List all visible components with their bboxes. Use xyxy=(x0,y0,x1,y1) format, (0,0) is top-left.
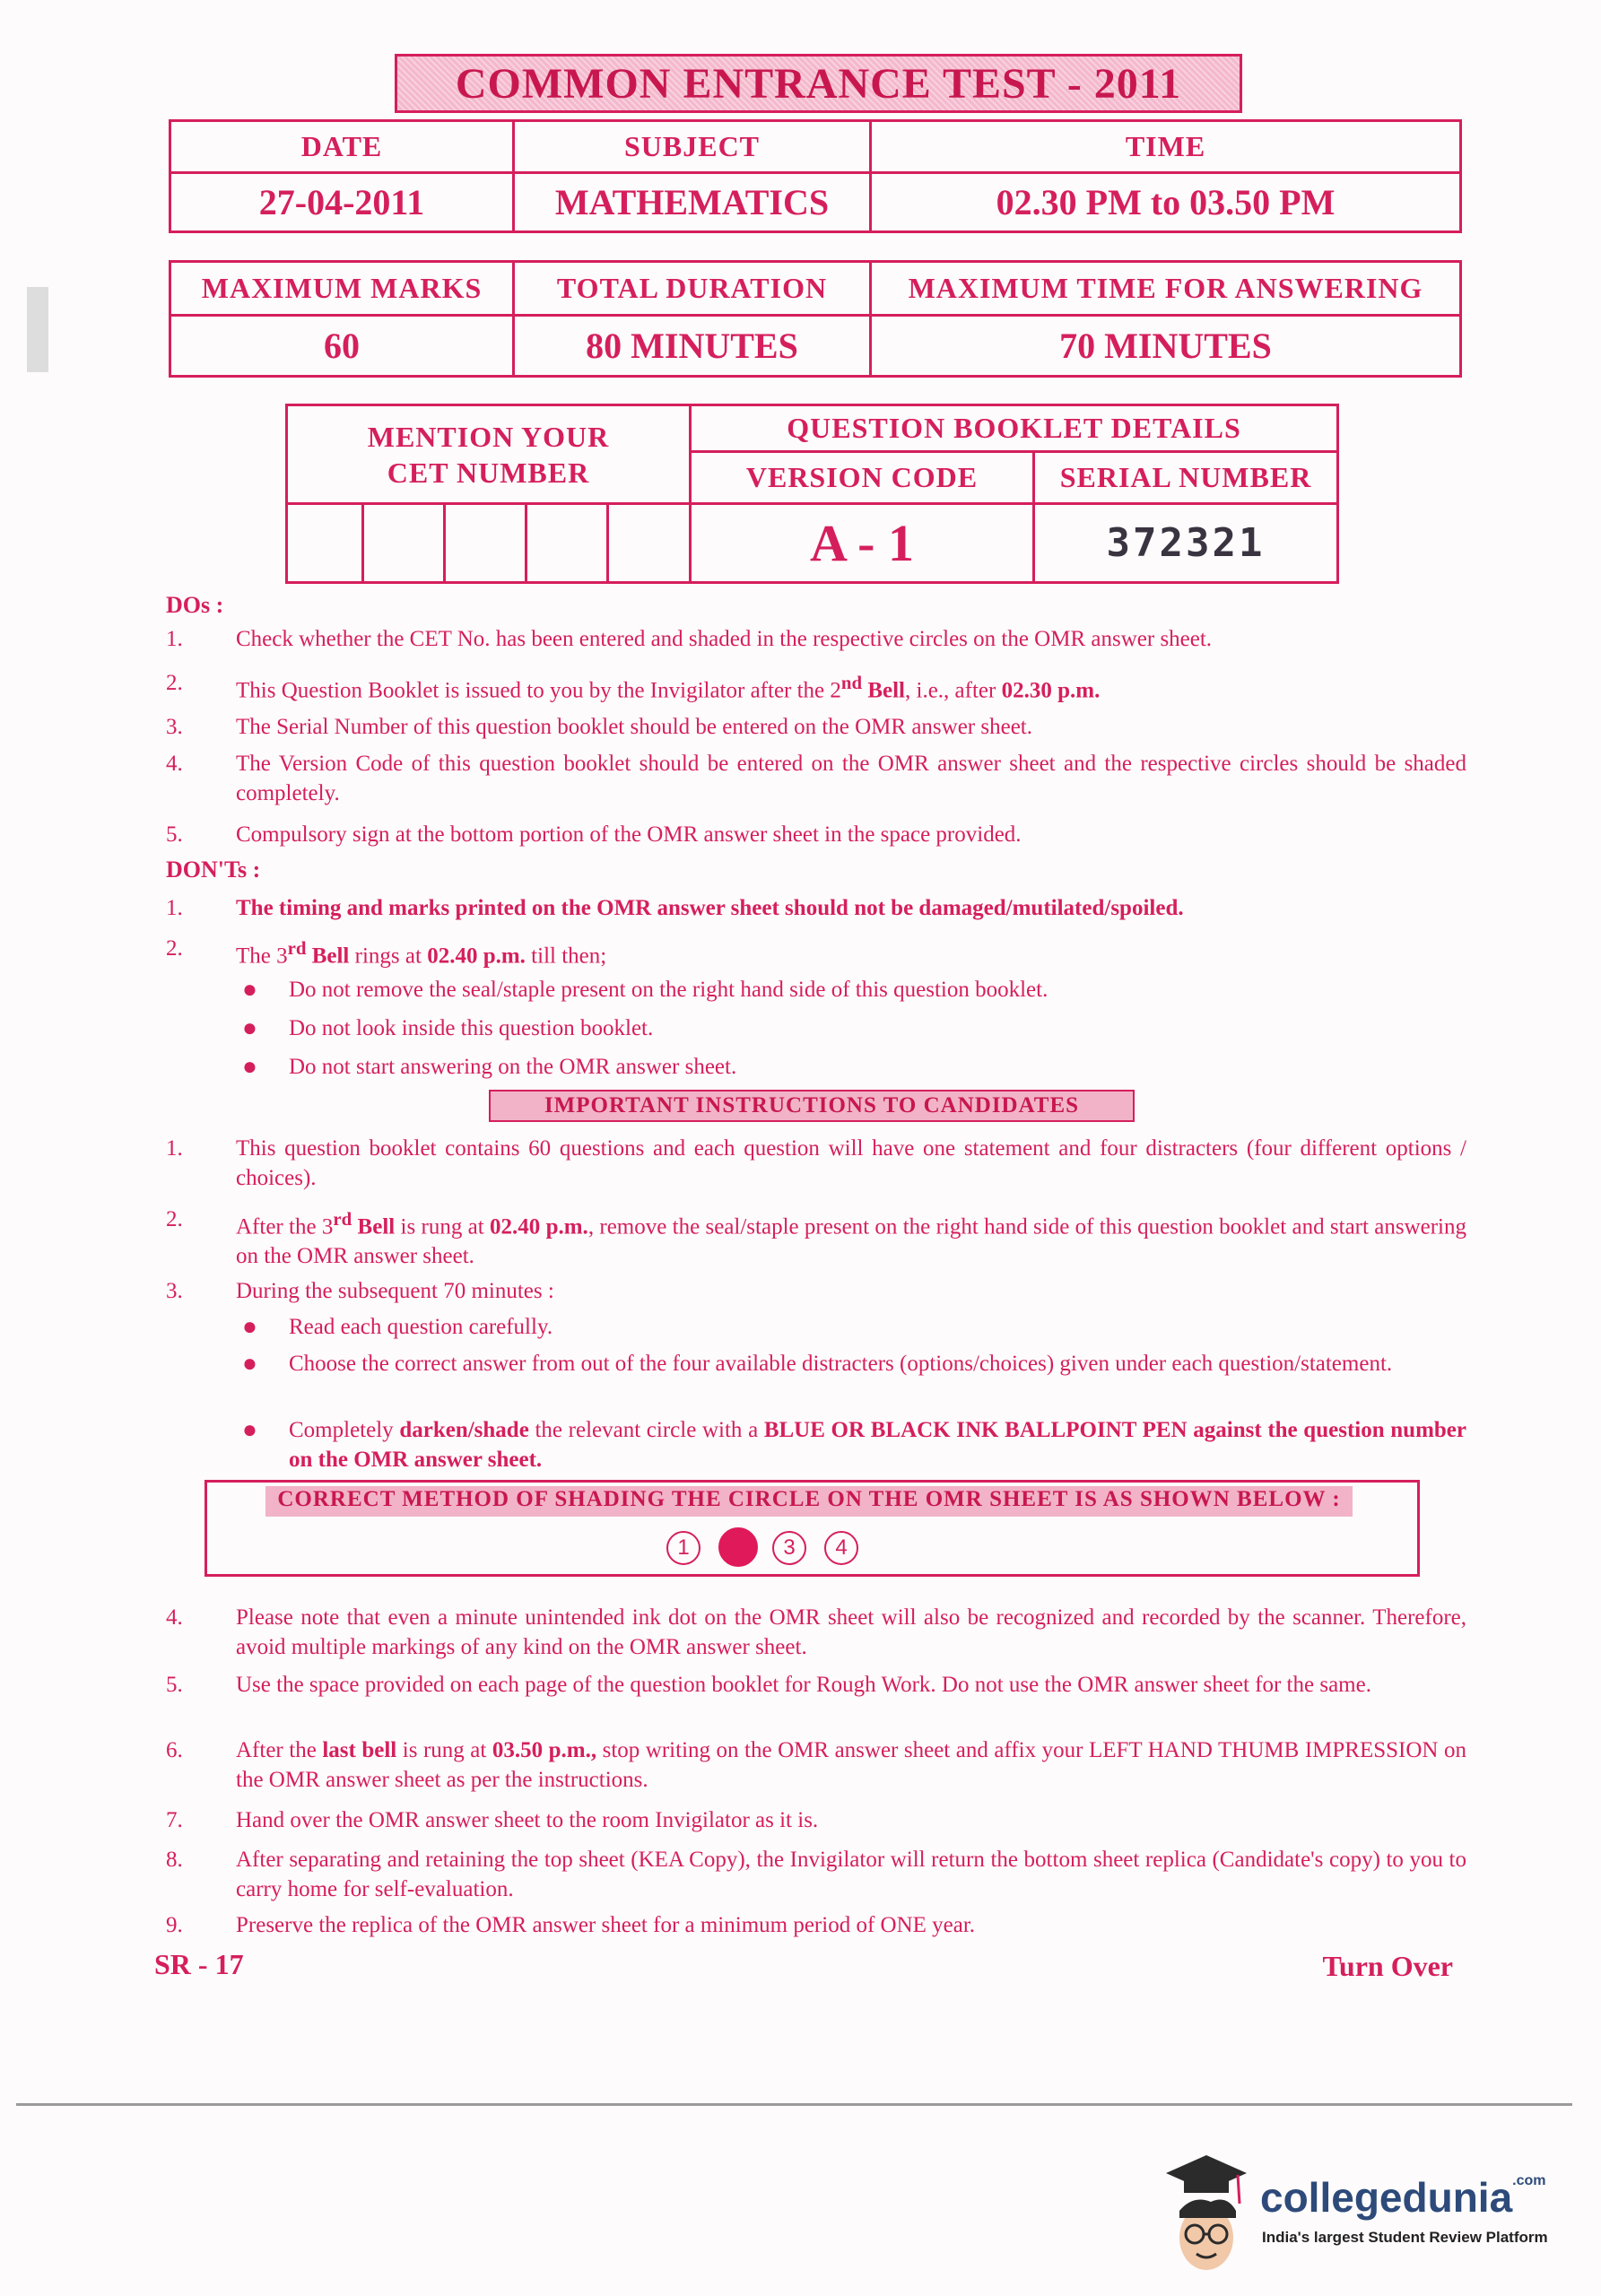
item-number: 6. xyxy=(166,1738,183,1762)
item-text: The timing and marks printed on the OMR answer sheet should not be damaged/mutilated/spoiled. xyxy=(236,896,1184,920)
item-number: 2. xyxy=(166,1207,183,1231)
option-circle-4: 4 xyxy=(824,1531,858,1565)
logo-name: collegedunia xyxy=(1260,2174,1513,2221)
item-number: 2. xyxy=(166,671,183,695)
cet-digit-box[interactable] xyxy=(445,504,526,583)
item-text: Use the space provided on each page of the question booklet for Rough Work. Do not use the OMR answer sheet for the same. xyxy=(236,1673,1371,1697)
donts-heading: DON'Ts : xyxy=(166,857,261,883)
cet-digit-box[interactable] xyxy=(363,504,445,583)
mascot-icon xyxy=(1157,2148,1256,2274)
item-text: Hand over the OMR answer sheet to the room Invigilator as it is. xyxy=(236,1808,819,1832)
bullet-dot: ● xyxy=(242,1014,257,1042)
shading-example-box xyxy=(204,1480,1420,1577)
bullet-text: Do not remove the seal/staple present on the right hand side of this question booklet. xyxy=(289,978,1048,1002)
max-marks-value: 60 xyxy=(170,316,514,377)
cet-number-label xyxy=(287,405,691,504)
item-text: This question booklet contains 60 questions and each question will have one statement and four distracters (four different options / choices). xyxy=(236,1136,1466,1190)
date-header: DATE xyxy=(170,121,514,173)
item-number: 5. xyxy=(166,822,183,847)
item-number: 4. xyxy=(166,1605,183,1630)
shading-heading: CORRECT METHOD OF SHADING THE CIRCLE ON THE OMR SHEET IS AS SHOWN BELOW : xyxy=(265,1486,1353,1517)
subject-header: SUBJECT xyxy=(514,121,871,173)
bullet-text: Do not start answering on the OMR answer sheet. xyxy=(289,1055,737,1079)
cet-digit-box[interactable] xyxy=(287,504,363,583)
subject-value: MATHEMATICS xyxy=(514,173,871,232)
item-text: Preserve the replica of the OMR answer sheet for a minimum period of ONE year. xyxy=(236,1913,976,1937)
bullet-dot: ● xyxy=(242,976,257,1004)
bullet-dot: ● xyxy=(242,1313,257,1341)
bullet-dot: ● xyxy=(242,1053,257,1081)
cet-digit-box[interactable] xyxy=(608,504,691,583)
scan-mark xyxy=(27,287,48,372)
item-number: 9. xyxy=(166,1913,183,1937)
instructions-heading: IMPORTANT INSTRUCTIONS TO CANDIDATES xyxy=(489,1090,1135,1122)
dos-heading: DOs : xyxy=(166,592,224,618)
item-number: 1. xyxy=(166,627,183,651)
time-header: TIME xyxy=(871,121,1461,173)
item-number: 4. xyxy=(166,752,183,776)
option-circle-1: 1 xyxy=(666,1531,700,1565)
exam-info-table xyxy=(169,119,1462,233)
logo-tagline: India's largest Student Review Platform xyxy=(1262,2229,1548,2246)
logo-suffix: .com xyxy=(1512,2173,1546,2188)
max-marks-header: MAXIMUM MARKS xyxy=(170,262,514,316)
bullet-text: Do not look inside this question booklet. xyxy=(289,1016,654,1040)
item-text: This Question Booklet is issued to you by the Invigilator after the 2nd Bell, i.e., after 02.30 p.m. xyxy=(236,672,1101,703)
cet-label-line2: CET NUMBER xyxy=(387,456,590,489)
cet-label-line1: MENTION YOUR xyxy=(367,420,610,453)
item-number: 7. xyxy=(166,1808,183,1832)
answer-time-header: MAXIMUM TIME FOR ANSWERING xyxy=(871,262,1461,316)
item-number: 3. xyxy=(166,715,183,739)
item-text: The 3rd Bell rings at 02.40 p.m. till then; xyxy=(236,937,607,969)
item-number: 3. xyxy=(166,1279,183,1303)
item-text: During the subsequent 70 minutes : xyxy=(236,1279,554,1303)
booklet-details-label: QUESTION BOOKLET DETAILS xyxy=(691,405,1338,452)
serial-number-label: SERIAL NUMBER xyxy=(1034,452,1338,504)
bullet-dot: ● xyxy=(242,1416,257,1444)
page-title: COMMON ENTRANCE TEST - 2011 xyxy=(395,54,1242,113)
item-text: The Serial Number of this question booklet should be entered on the OMR answer sheet. xyxy=(236,715,1033,739)
item-text: After the last bell is rung at 03.50 p.m., stop writing on the OMR answer sheet and affix your LEFT HAND THUMB IMPRESSION on the OMR answer sheet as per the instructions. xyxy=(236,1738,1466,1792)
version-code-value: A - 1 xyxy=(691,504,1034,583)
item-number: 5. xyxy=(166,1673,183,1697)
bullet-text: Completely darken/shade the relevant circle with a BLUE OR BLACK INK BALLPOINT PEN against the question number on the OMR answer sheet. xyxy=(289,1418,1466,1472)
item-text: After separating and retaining the top sheet (KEA Copy), the Invigilator will return the bottom sheet replica (Candidate's copy) to you to carry home for self-evaluation. xyxy=(236,1848,1466,1901)
option-circle-2-shaded xyxy=(718,1527,758,1567)
duration-value: 80 MINUTES xyxy=(514,316,871,377)
item-text: Compulsory sign at the bottom portion of the OMR answer sheet in the space provided. xyxy=(236,822,1022,847)
collegedunia-logo[interactable] xyxy=(1157,2148,1552,2274)
cet-digit-box[interactable] xyxy=(526,504,608,583)
item-number: 1. xyxy=(166,1136,183,1161)
version-code-label: VERSION CODE xyxy=(691,452,1034,504)
item-number: 1. xyxy=(166,896,183,920)
turn-over-label: Turn Over xyxy=(1322,1950,1453,1982)
item-number: 8. xyxy=(166,1848,183,1872)
bullet-dot: ● xyxy=(242,1350,257,1378)
bullet-text: Choose the correct answer from out of the four available distracters (options/choices) given under each question/statement. xyxy=(289,1352,1393,1376)
item-number: 2. xyxy=(166,936,183,961)
booklet-details-table xyxy=(285,404,1339,584)
answer-time-value: 70 MINUTES xyxy=(871,316,1461,377)
serial-number-value: 372321 xyxy=(1034,504,1338,583)
item-text: Check whether the CET No. has been entered and shaded in the respective circles on the OMR answer sheet. xyxy=(236,627,1213,651)
bullet-text: Read each question carefully. xyxy=(289,1315,553,1339)
time-value: 02.30 PM to 03.50 PM xyxy=(871,173,1461,232)
item-text: The Version Code of this question booklet should be entered on the OMR answer sheet and the respective circles should be shaded completely. xyxy=(236,752,1466,805)
item-text: Please note that even a minute unintended ink dot on the OMR sheet will also be recognized and recorded by the scanner. Therefore, avoid multiple markings of any kind on the OMR answer sheet. xyxy=(236,1605,1466,1659)
page-edge-line xyxy=(16,2103,1572,2106)
page-code: SR - 17 xyxy=(154,1948,244,1980)
duration-header: TOTAL DURATION xyxy=(514,262,871,316)
option-circle-3: 3 xyxy=(772,1531,806,1565)
marks-table xyxy=(169,260,1462,378)
item-text: After the 3rd Bell is rung at 02.40 p.m., remove the seal/staple present on the right hand side of this question booklet and start answering on the OMR answer sheet. xyxy=(236,1208,1466,1269)
date-value: 27-04-2011 xyxy=(170,173,514,232)
